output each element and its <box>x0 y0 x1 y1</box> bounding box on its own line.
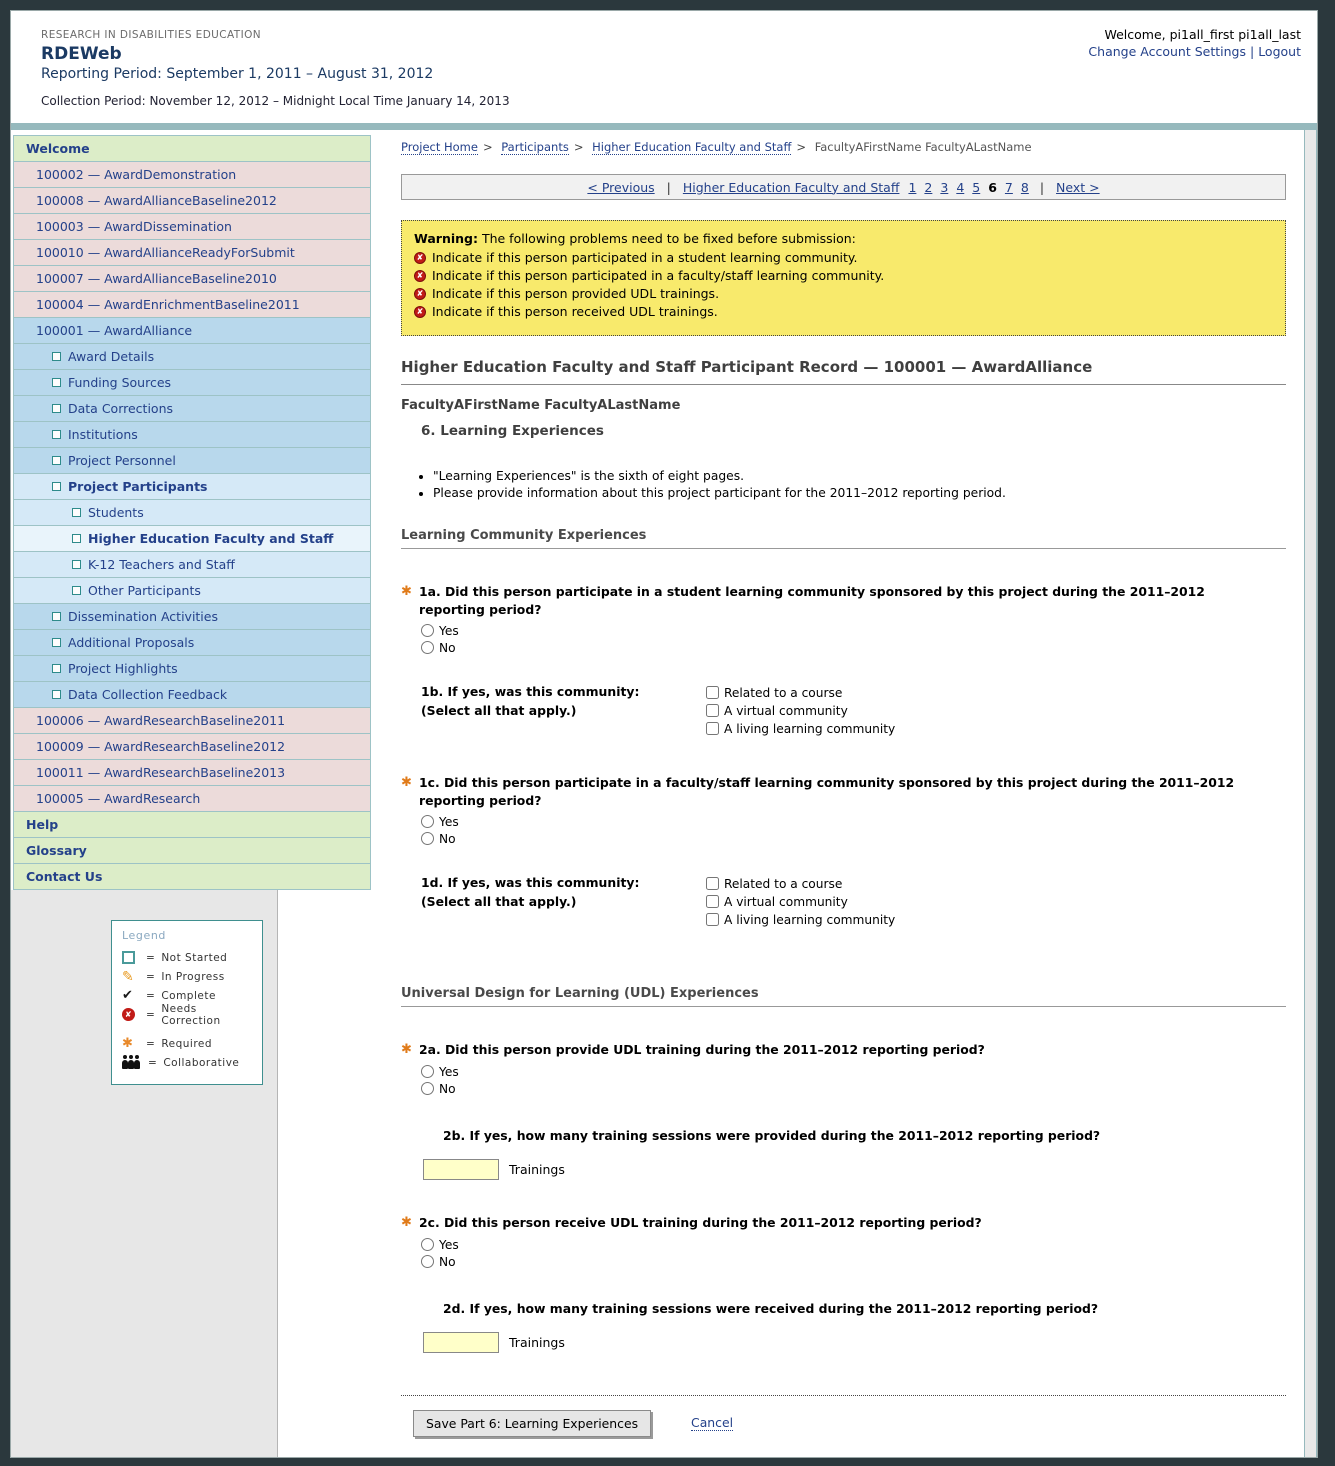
question-1b <box>421 683 1286 740</box>
sidebar-item[interactable] <box>14 552 370 578</box>
question-2b-input-row <box>423 1159 1286 1180</box>
equals-sign: = <box>146 1037 156 1050</box>
page-number-link[interactable]: 2 <box>924 179 933 195</box>
trainings-provided-input[interactable] <box>423 1159 499 1180</box>
radio-button[interactable] <box>421 624 434 637</box>
checkbox-label: A virtual community <box>724 894 848 909</box>
sidebar-item-label: Project Participants <box>68 479 208 494</box>
sidebar-item[interactable] <box>14 578 370 604</box>
header-divider-bar <box>11 123 1317 130</box>
breadcrumb-link[interactable]: Participants <box>501 140 569 154</box>
legend <box>111 920 263 1085</box>
warning-title: Warning: <box>414 231 478 246</box>
section-heading-learning-community: Learning Community Experiences <box>401 528 1286 549</box>
error-icon <box>414 252 426 264</box>
warning-item <box>414 250 1273 265</box>
radio-label: Yes <box>439 623 459 638</box>
question-1c <box>401 774 1273 810</box>
equals-sign: = <box>148 1056 158 1069</box>
radio-label: No <box>439 1081 456 1096</box>
sidebar-nav <box>13 135 371 890</box>
radio-label: Yes <box>439 814 459 829</box>
pagination-bar <box>401 174 1286 200</box>
sidebar-footer-area <box>11 890 278 1457</box>
reporting-period: Reporting Period: September 1, 2011 – August 31, 2012 <box>41 66 434 82</box>
breadcrumb-separator: > <box>573 140 584 154</box>
next-page-link[interactable]: Next > <box>1056 179 1100 195</box>
question-1a <box>401 583 1273 619</box>
main-content <box>401 130 1286 1457</box>
sidebar-item[interactable] <box>14 240 370 266</box>
radio-label: No <box>439 640 456 655</box>
sidebar-item[interactable] <box>14 838 370 864</box>
sidebar-item-label: Welcome <box>26 141 90 156</box>
sidebar-item-label: Data Collection Feedback <box>68 687 228 702</box>
sidebar-item-label: Award Details <box>68 349 155 364</box>
radio-label: Yes <box>439 1237 459 1252</box>
status-checkbox-icon <box>72 534 81 543</box>
sidebar-item-label: Higher Education Faculty and Staff <box>88 531 334 546</box>
sidebar-item[interactable] <box>14 266 370 292</box>
sidebar-item[interactable] <box>14 344 370 370</box>
sidebar-item-label: 100002 — AwardDemonstration <box>36 167 237 182</box>
legend-row <box>122 1053 254 1072</box>
radio-label: No <box>439 1254 456 1269</box>
page-number-link[interactable]: 3 <box>940 179 949 195</box>
checkbox-option[interactable] <box>706 686 842 700</box>
sidebar-item-label: 100004 — AwardEnrichmentBaseline2011 <box>36 297 300 312</box>
breadcrumb-link[interactable]: Higher Education Faculty and Staff <box>592 140 792 154</box>
sidebar-item[interactable] <box>14 604 370 630</box>
question-2b-label: 2b. If yes, how many training sessions were provided during the 2011–2012 reporting period? <box>443 1127 1101 1143</box>
equals-sign: = <box>146 970 156 983</box>
legend-label: Needs Correction <box>161 1002 221 1027</box>
sidebar-item[interactable] <box>14 708 370 734</box>
welcome-text: Welcome, pi1all_first pi1all_last <box>1104 27 1301 42</box>
warning-intro: The following problems need to be fixed before submission: <box>477 231 856 246</box>
note-item: • "Learning Experiences" is the sixth of eight pages. <box>433 469 1286 483</box>
warning-item <box>414 304 1273 319</box>
sidebar-item[interactable] <box>14 734 370 760</box>
trainings-unit-label: Trainings <box>509 1334 565 1350</box>
radio-option[interactable] <box>421 815 459 829</box>
checkbox-label: A virtual community <box>724 703 848 718</box>
checkbox-label: A living learning community <box>724 912 896 927</box>
breadcrumb-current: FacultyAFirstName FacultyALastName <box>814 140 1032 154</box>
warning-box <box>401 220 1286 336</box>
legend-label: Complete <box>161 989 216 1002</box>
previous-page-link[interactable]: < Previous <box>587 179 655 195</box>
status-checkbox-icon <box>52 456 61 465</box>
breadcrumb-separator: > <box>482 140 493 154</box>
account-area <box>1088 27 1301 61</box>
sidebar-item[interactable] <box>14 162 370 188</box>
sidebar-item-label: Glossary <box>26 843 87 858</box>
logout-link[interactable]: Logout <box>1258 44 1301 59</box>
sidebar-item[interactable] <box>14 474 370 500</box>
radio-button[interactable] <box>421 1238 434 1251</box>
status-checkbox-icon <box>72 586 81 595</box>
radio-option[interactable] <box>421 624 459 638</box>
change-account-settings-link[interactable]: Change Account Settings <box>1088 44 1246 59</box>
actions-divider <box>401 1395 1286 1396</box>
question-1d-options <box>706 874 895 931</box>
status-checkbox-icon <box>52 664 61 673</box>
error-icon <box>414 288 426 300</box>
warning-item <box>414 268 1273 283</box>
radio-button[interactable] <box>421 832 434 845</box>
record-title: Higher Education Faculty and Staff Participant Record — 100001 — AwardAlliance <box>401 358 1286 385</box>
checkbox-label: Related to a course <box>724 876 843 891</box>
status-checkbox-icon <box>72 508 81 517</box>
sidebar-item-label: 100006 — AwardResearchBaseline2011 <box>36 713 286 728</box>
status-checkbox-icon <box>52 378 61 387</box>
status-checkbox-icon <box>52 404 61 413</box>
sidebar-item-label: K-12 Teachers and Staff <box>88 557 235 572</box>
radio-label: Yes <box>439 1064 459 1079</box>
required-icon: ✱ <box>401 584 412 599</box>
radio-option[interactable] <box>421 1238 459 1252</box>
question-2d-label: 2d. If yes, how many training sessions were received during the 2011–2012 reporting period? <box>443 1300 1099 1316</box>
status-checkbox-icon <box>52 430 61 439</box>
radio-button[interactable] <box>421 815 434 828</box>
page-number-link[interactable]: 7 <box>1004 179 1013 195</box>
question-1b-sublabel: (Select all that apply.) <box>421 702 577 718</box>
checkbox[interactable] <box>706 704 719 717</box>
note-item: • Please provide information about this project participant for the 2011–2012 reporting period. <box>433 486 1286 500</box>
question-1b-label: 1b. If yes, was this community: <box>421 683 640 699</box>
question-2c <box>401 1214 1273 1233</box>
status-checkbox-icon <box>52 352 61 361</box>
legend-title: Legend <box>122 929 167 942</box>
legend-label: In Progress <box>161 970 225 983</box>
warning-item-text: Indicate if this person provided UDL trainings. <box>432 286 720 301</box>
legend-label: Not Started <box>161 951 228 964</box>
scrollbar-track[interactable] <box>1304 130 1317 1457</box>
legend-icon <box>122 1055 142 1070</box>
page-number-list <box>904 180 1032 195</box>
radio-button[interactable] <box>421 1082 434 1095</box>
question-2c-options <box>421 1238 1286 1269</box>
app-title: RDEWeb <box>41 44 122 64</box>
radio-option[interactable] <box>421 641 456 655</box>
sidebar-item-label: Funding Sources <box>68 375 172 390</box>
page-heading: 6. Learning Experiences <box>421 423 604 439</box>
sidebar-item-label: 100008 — AwardAllianceBaseline2012 <box>36 193 277 208</box>
sidebar-item-label: Contact Us <box>26 869 103 884</box>
sidebar-item-label: Data Corrections <box>68 401 173 416</box>
legend-row <box>122 967 254 986</box>
radio-button[interactable] <box>421 641 434 654</box>
question-2d-input-row <box>423 1332 1286 1353</box>
collection-period: Collection Period: November 12, 2012 – Midnight Local Time January 14, 2013 <box>41 94 510 108</box>
status-checkbox-icon <box>52 638 61 647</box>
page-notes <box>401 469 1286 500</box>
question-2a <box>401 1041 1273 1060</box>
legend-icon <box>122 988 140 1003</box>
sidebar-item[interactable] <box>14 136 370 162</box>
legend-row <box>122 1034 254 1053</box>
checkbox[interactable] <box>706 913 719 926</box>
sidebar-item-label: 100001 — AwardAlliance <box>36 323 193 338</box>
sidebar-item[interactable] <box>14 812 370 838</box>
sidebar-item-label: 100007 — AwardAllianceBaseline2010 <box>36 271 277 286</box>
warning-item <box>414 286 1273 301</box>
checkbox-option[interactable] <box>706 877 842 891</box>
error-icon <box>414 270 426 282</box>
sidebar-item[interactable] <box>14 526 370 552</box>
question-1a-options <box>421 624 1286 655</box>
question-1d-label: 1d. If yes, was this community: <box>421 874 640 890</box>
question-2a-label: 2a. Did this person provide UDL training during the 2011–2012 reporting period? <box>419 1041 985 1057</box>
equals-sign: = <box>146 1008 156 1021</box>
checkbox-option[interactable] <box>706 704 848 718</box>
equals-sign: = <box>146 951 156 964</box>
save-button[interactable]: Save Part 6: Learning Experiences <box>413 1410 651 1437</box>
required-icon: ✱ <box>401 1214 412 1230</box>
trainings-received-input[interactable] <box>423 1332 499 1353</box>
sidebar-item-label: Help <box>26 817 59 832</box>
breadcrumb-link[interactable]: Project Home <box>401 140 478 154</box>
legend-label: Collaborative <box>163 1056 240 1069</box>
sidebar-item[interactable] <box>14 630 370 656</box>
question-1c-options <box>421 815 1286 846</box>
sidebar-item[interactable] <box>14 682 370 708</box>
question-1a-label: 1a. Did this person participate in a student learning community sponsored by this project during the 2011–2012 reporting period? <box>419 584 1205 617</box>
sidebar-item-label: Other Participants <box>88 583 201 598</box>
sidebar-item[interactable] <box>14 370 370 396</box>
warning-item-text: Indicate if this person received UDL trainings. <box>432 304 718 319</box>
error-icon <box>414 306 426 318</box>
status-checkbox-icon <box>52 482 61 491</box>
checkbox[interactable] <box>706 722 719 735</box>
status-checkbox-icon <box>52 612 61 621</box>
page-number-link[interactable]: 6 <box>988 179 997 195</box>
legend-row <box>122 1002 254 1027</box>
radio-label: No <box>439 831 456 846</box>
page-number-link[interactable]: 4 <box>956 179 965 195</box>
checkbox[interactable] <box>706 895 719 908</box>
warning-item-text: Indicate if this person participated in a student learning community. <box>432 250 858 265</box>
radio-option[interactable] <box>421 832 456 846</box>
sidebar <box>11 130 371 1457</box>
sidebar-item-label: Additional Proposals <box>68 635 195 650</box>
required-icon: ✱ <box>401 774 412 790</box>
radio-option[interactable] <box>421 1082 456 1096</box>
radio-option[interactable] <box>421 1255 456 1269</box>
question-2a-options <box>421 1065 1286 1096</box>
sidebar-item[interactable] <box>14 448 370 474</box>
sidebar-item-label: 100011 — AwardResearchBaseline2013 <box>36 765 286 780</box>
legend-items <box>122 948 254 1072</box>
breadcrumb-separator: > <box>796 140 807 154</box>
question-1c-label: 1c. Did this person participate in a faculty/staff learning community sponsored by this project during the 2011–2012 reporting period? <box>419 774 1235 808</box>
question-1d-sublabel: (Select all that apply.) <box>421 893 577 909</box>
radio-button[interactable] <box>421 1255 434 1268</box>
legend-icon <box>122 969 140 984</box>
status-checkbox-icon <box>52 690 61 699</box>
legend-label: Required <box>161 1037 213 1050</box>
sidebar-item-label: 100003 — AwardDissemination <box>36 219 232 234</box>
sidebar-item-label: Dissemination Activities <box>68 609 218 624</box>
sidebar-item[interactable] <box>14 422 370 448</box>
separator: | <box>1249 44 1255 59</box>
checkbox-option[interactable] <box>706 913 895 927</box>
page-number-link[interactable]: 8 <box>1020 179 1029 195</box>
legend-icon <box>122 950 140 965</box>
page <box>10 10 1318 1458</box>
radio-button[interactable] <box>421 1065 434 1078</box>
question-2c-label: 2c. Did this person receive UDL training during the 2011–2012 reporting period? <box>419 1214 982 1230</box>
page-number-link[interactable]: 1 <box>908 179 917 195</box>
sidebar-item-label: 100010 — AwardAllianceReadyForSubmit <box>36 245 295 260</box>
sidebar-item[interactable] <box>14 864 370 890</box>
checkbox[interactable] <box>706 686 719 699</box>
sidebar-item[interactable] <box>14 396 370 422</box>
participant-name: FacultyAFirstName FacultyALastName <box>401 398 681 413</box>
sidebar-item[interactable] <box>14 318 370 344</box>
legend-icon <box>122 1036 140 1051</box>
sidebar-item-label: Project Highlights <box>68 661 178 676</box>
equals-sign: = <box>146 989 156 1002</box>
checkbox-option[interactable] <box>706 722 895 736</box>
legend-icon <box>122 1007 140 1022</box>
question-1d <box>421 874 1286 931</box>
checkbox-option[interactable] <box>706 895 848 909</box>
sidebar-item[interactable] <box>14 292 370 318</box>
status-checkbox-icon <box>72 560 81 569</box>
sidebar-item[interactable] <box>14 188 370 214</box>
section-pages-link[interactable]: Higher Education Faculty and Staff <box>682 179 900 195</box>
warning-item-text: Indicate if this person participated in a faculty/staff learning community. <box>432 268 885 283</box>
sidebar-item[interactable] <box>14 214 370 240</box>
checkbox[interactable] <box>706 877 719 890</box>
trainings-unit-label: Trainings <box>509 1161 565 1177</box>
sidebar-item-label: 100005 — AwardResearch <box>36 791 201 806</box>
radio-option[interactable] <box>421 1065 459 1079</box>
separator: | <box>666 179 671 195</box>
separator: | <box>1039 179 1045 195</box>
cancel-link[interactable]: Cancel <box>691 1415 734 1431</box>
checkbox-label: A living learning community <box>724 721 896 736</box>
section-heading-udl: Universal Design for Learning (UDL) Experiences <box>401 986 1286 1007</box>
checkbox-label: Related to a course <box>724 685 843 700</box>
header <box>11 11 1317 123</box>
page-number-link[interactable]: 5 <box>972 179 981 195</box>
agency-name: RESEARCH IN DISABILITIES EDUCATION <box>41 29 261 41</box>
breadcrumb <box>401 140 1286 154</box>
legend-row <box>122 948 254 967</box>
sidebar-item-label: Students <box>88 505 144 520</box>
sidebar-item[interactable] <box>14 500 370 526</box>
sidebar-item[interactable] <box>14 760 370 786</box>
required-icon: ✱ <box>401 1041 412 1057</box>
form-actions <box>413 1410 1286 1437</box>
sidebar-item-label: Institutions <box>68 427 138 442</box>
sidebar-item[interactable] <box>14 786 370 812</box>
sidebar-item-label: 100009 — AwardResearchBaseline2012 <box>36 739 286 754</box>
question-1b-options <box>706 683 895 740</box>
sidebar-item[interactable] <box>14 656 370 682</box>
sidebar-item-label: Project Personnel <box>68 453 176 468</box>
